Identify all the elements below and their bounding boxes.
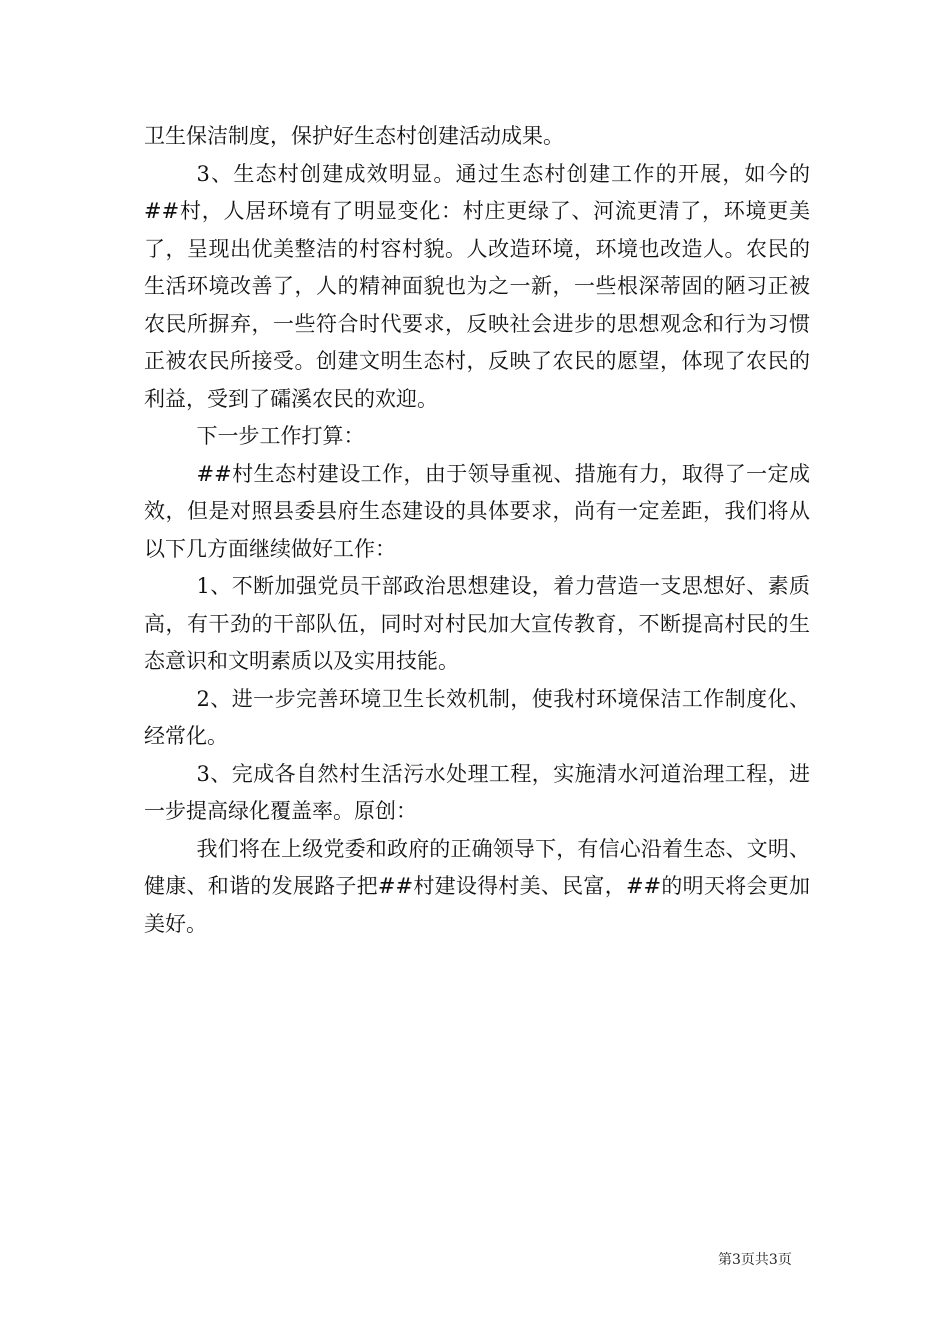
page-number-footer: 第3页共3页 — [718, 1252, 792, 1268]
paragraph-7: 3、完成各自然村生活污水处理工程，实施清水河道治理工程，进一步提高绿化覆盖率。原创： — [144, 761, 810, 823]
paragraph-2: 3、生态村创建成效明显。通过生态村创建工作的开展，如今的##村，人居环境有了明显变化：村庄更绿了、河流更清了，环境更美了，呈现出优美整洁的村容村貌。人改造环境，环境也改造人。农民的生活环境改善了，人的精神面貌也为之一新，一些根深蒂固的陋习正被农民所摒弃，一些符合时代要求，反映社会进步的思想观念和行为习惯正被农民所接受。创建文明生态村，反映了农民的愿望，体现了农民的利益，受到了礵溪农民的欢迎。 — [144, 161, 810, 411]
paragraph-4: ##村生态村建设工作，由于领导重视、措施有力，取得了一定成效，但是对照县委县府生态建设的具体要求，尚有一定差距，我们将从以下几方面继续做好工作： — [144, 461, 810, 561]
document-body — [144, 118, 810, 943]
paragraph-3: 下一步工作打算： — [196, 424, 365, 448]
paragraph-1: 卫生保洁制度，保护好生态村创建活动成果。 — [144, 124, 564, 148]
paragraph-6: 2、进一步完善环境卫生长效机制，使我村环境保洁工作制度化、经常化。 — [144, 686, 810, 748]
paragraph-5: 1、不断加强党员干部政治思想建设，着力营造一支思想好、素质高，有干劲的干部队伍，同时对村民加大宣传教育，不断提高村民的生态意识和文明素质以及实用技能。 — [144, 574, 810, 673]
paragraph-8: 我们将在上级党委和政府的正确领导下，有信心沿着生态、文明、健康、和谐的发展路子把##村建设得村美、民富，##的明天将会更加美好。 — [144, 836, 810, 936]
